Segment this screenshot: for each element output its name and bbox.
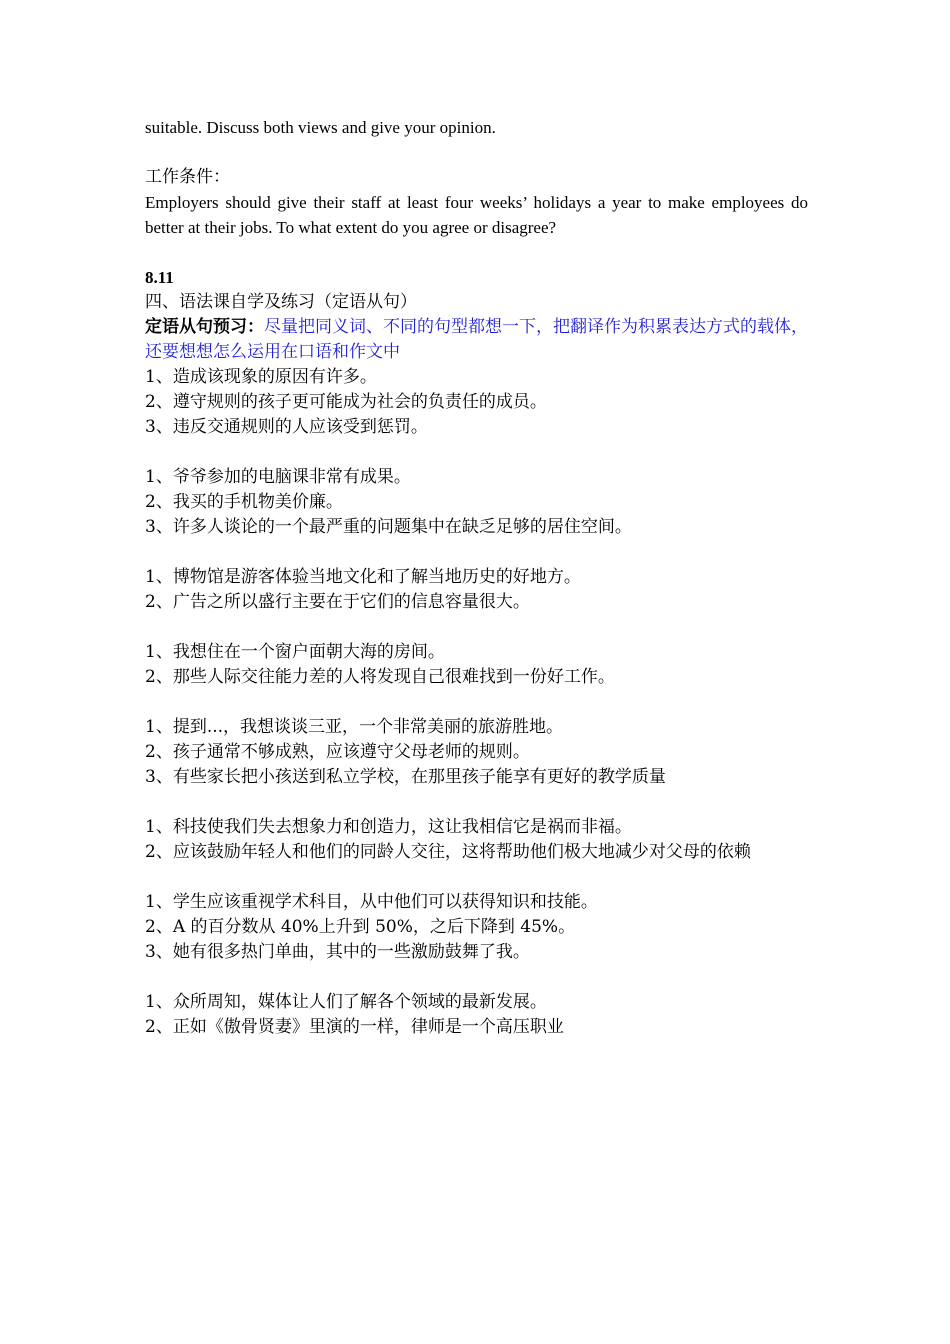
work-conditions-heading: 工作条件：	[145, 167, 230, 187]
list-item: 1、提到...，我想谈谈三亚，一个非常美丽的旅游胜地。	[145, 717, 564, 737]
sentence-group-7	[145, 890, 808, 965]
intro-line: suitable. Discuss both views and give your opinion.	[145, 118, 496, 137]
work-conditions-text: Employers should give their staff at least four weeks’ holidays a year to make employees do better at their jobs. To what extent do you agree or disagree?	[145, 193, 808, 237]
list-item: 2、我买的手机物美价廉。	[145, 492, 343, 512]
list-item: 1、众所周知，媒体让人们了解各个领域的最新发展。	[145, 992, 547, 1012]
list-item: 2、正如《傲骨贤妻》里演的一样，律师是一个高压职业	[145, 1017, 564, 1037]
list-item: 3、许多人谈论的一个最严重的问题集中在缺乏足够的居住空间。	[145, 517, 632, 537]
list-item: 1、学生应该重视学术科目，从中他们可以获得知识和技能。	[145, 892, 598, 912]
list-item: 1、爷爷参加的电脑课非常有成果。	[145, 467, 411, 487]
date-heading: 8.11	[145, 268, 174, 287]
sentence-group-3	[145, 565, 808, 615]
spacer	[145, 440, 808, 465]
spacer	[145, 865, 808, 890]
spacer	[145, 790, 808, 815]
sentence-group-4	[145, 640, 808, 690]
list-item: 2、孩子通常不够成熟，应该遵守父母老师的规则。	[145, 742, 530, 762]
spacer	[145, 540, 808, 565]
list-item: 3、有些家长把小孩送到私立学校，在那里孩子能享有更好的教学质量	[145, 767, 666, 787]
list-item: 1、科技使我们失去想象力和创造力，这让我相信它是祸而非福。	[145, 817, 632, 837]
sentence-group-2	[145, 465, 808, 540]
preview-instruction: 尽量把同义词、不同的句型都想一下，把翻译作为积累表达方式的载体，还要想想怎么运用在口语和作文中	[145, 317, 808, 362]
list-item: 2、那些人际交往能力差的人将发现自己很难找到一份好工作。	[145, 667, 615, 687]
list-item: 1、造成该现象的原因有许多。	[145, 367, 377, 387]
spacer	[145, 615, 808, 640]
document-page	[145, 115, 808, 1040]
spacer	[145, 690, 808, 715]
list-item: 2、应该鼓励年轻人和他们的同龄人交往，这将帮助他们极大地减少对父母的依赖	[145, 842, 751, 862]
spacer	[145, 140, 808, 165]
list-item: 1、我想住在一个窗户面朝大海的房间。	[145, 642, 445, 662]
sentence-group-5	[145, 715, 808, 790]
list-item: 3、她有很多热门单曲，其中的一些激励鼓舞了我。	[145, 942, 530, 962]
preview-paragraph	[145, 315, 808, 365]
section-title: 四、语法课自学及练习（定语从句）	[145, 292, 417, 312]
list-item: 3、违反交通规则的人应该受到惩罚。	[145, 417, 428, 437]
list-item: 2、遵守规则的孩子更可能成为社会的负责任的成员。	[145, 392, 547, 412]
sentence-group-6	[145, 815, 808, 865]
list-item: 2、A 的百分数从 40%上升到 50%，之后下降到 45%。	[145, 917, 576, 937]
spacer	[145, 965, 808, 990]
sentence-group-8	[145, 990, 808, 1040]
list-item: 1、博物馆是游客体验当地文化和了解当地历史的好地方。	[145, 567, 581, 587]
preview-label: 定语从句预习：	[145, 317, 264, 337]
spacer	[145, 240, 808, 265]
list-item: 2、广告之所以盛行主要在于它们的信息容量很大。	[145, 592, 530, 612]
sentence-group-1	[145, 365, 808, 440]
